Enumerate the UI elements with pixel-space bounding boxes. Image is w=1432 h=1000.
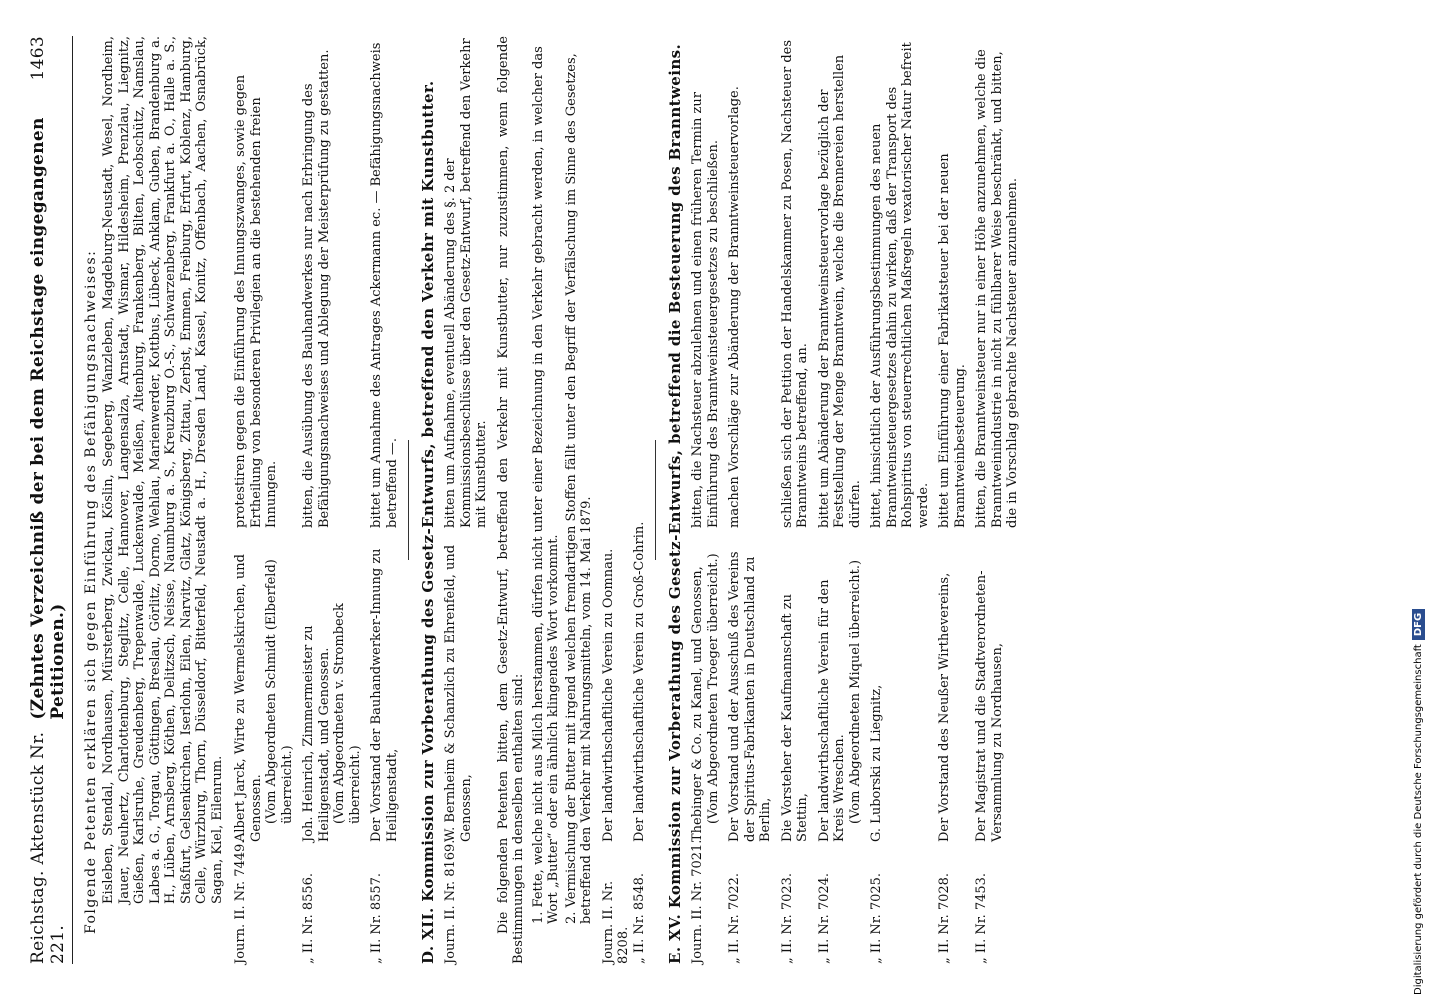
credit-text: Digitalisierung gefördert durch die Deutsche Forschungsgemeinschaft: [1413, 644, 1424, 995]
petitioner: Albert Jarck, Wirte zu Wermelskirchen, und Genossen. (Vom Abgeordneten Schmidt (Elberfeld) überreicht.): [233, 554, 295, 842]
petitioner: G. Luborski zu Liegnitz,: [869, 684, 884, 842]
journal-number: „ II. Nr. 8557.: [369, 872, 384, 964]
petition-entry: [601, 36, 632, 964]
divider: [408, 440, 409, 560]
page-number: 1463: [28, 36, 48, 81]
journal-number: „ II. Nr. 7453.: [974, 872, 989, 964]
dfg-logo: DFG: [1412, 609, 1425, 640]
petition-entry: [727, 36, 774, 964]
petition-entry: [974, 36, 1021, 964]
petition-entry: [690, 36, 721, 964]
list-item: 1. Fette, welche nicht aus Milch herstammen, dürfen nicht unter einer Bezeichnung in den Verkehr gebracht werden, in welcher das Wort „Butter“ oder ein ähnlich klingendes Wort vorkommt.: [530, 46, 561, 924]
petitioner: Der Vorstand und der Ausschuß des Vereins der Spiritus-Fabrikanten in Deutschland zu Berlin,: [727, 551, 773, 842]
journal-number: „ II. Nr. 7024.: [816, 872, 832, 964]
petitioner: Der landwirthschaftliche Verein zu Groß-Cohrin.: [631, 521, 647, 842]
section-heading-e: E. XV. Kommission zur Vorberathung des Gesetz-Entwurfs, betreffend die Besteuerung des Branntweins.: [666, 43, 684, 964]
header-left: Reichstag. Aktenstück Nr. 221.: [28, 731, 68, 964]
intro-line: Folgende Petenten erklären sich gegen Einführung des Befähigungsnachweises:: [83, 249, 99, 934]
petition-text: bittet, hinsichtlich der Ausführungsbestimmungen des neuen Branntweinsteuergesetzes dahin zu wirken, daß der Transport des Rohspiritus von steuerrechtlichen Maßregeln vexatorischer Natur befreit werde.: [869, 42, 931, 528]
petitioner: Der Magistrat und die Stadtverordneten-Versammlung zu Nordhausen,: [974, 570, 1005, 842]
journal-number: Journ. II. Nr. 7021.: [690, 839, 705, 964]
petition-text: bittet um Annahme des Antrages Ackermann ec. — Befähigungsnachweis betreffend —.: [369, 42, 400, 528]
paragraph: Die folgenden Petenten bitten, dem Gesetz-Entwurf, betreffend den Verkehr mit Kunstbutter, nur zuzustimmen, wenn folgende Bestimmungen in denselben enthalten sind:: [495, 36, 526, 964]
petitioner: Der Vorstand der Bauhandwerker-Innung zu Heiligenstadt,: [369, 548, 400, 842]
petitioner: Thebinger & Co. zu Kanel, und Genossen, (Vom Abgeordneten Troeger überreicht.): [690, 553, 721, 842]
journal-number: „ II. Nr. 8556.: [301, 872, 316, 964]
petition-entry: [632, 36, 648, 964]
petition-text: bitten, die Branntweinsteuer nur in einer Höhe anzunehmen, welche die Branntweinindustrie in nicht zu fühlbarer Weise beschränkt, und bitten, die in Vorschlag gebrachte Nachsteuer anzunehmen.: [974, 49, 1020, 528]
petitioner: Joh. Heinrich, Zimmermeister zu Heiligenstadt, und Genossen. (Vom Abgeordneten v. Strombeck überreicht.): [301, 603, 363, 842]
petition-text: bitten, die Nachsteuer abzulehnen und einen früheren Termin zur Einführung des Branntweinsteuergesetzes zu beschließen.: [690, 92, 721, 528]
journal-number: Journ. II. Nr. 7449.: [233, 839, 248, 964]
petition-text: bitten, die Ausübung des Bauhandwerkes nur nach Erbringung des Befähigungsnachweises und Ablegung der Meisterprüfung zu gestatten.: [301, 49, 332, 528]
journal-number: Journ. II. Nr. 8208.: [600, 880, 631, 964]
city-list: Eisleben, Stendal, Nordhausen, Mürsterberg, Zwickau, Köslin, Segeberg, Wanzleben, Magdeburg-Neustadt, Wesel, Nordheim, Jauer, Neuhertz, Charlottenburg, Steglitz, Celle, Hannover, Langensalza, Arnstadt, Wismar, Hildesheim, Prenzlau, Liegnitz, Gießen, Karlsruhe, Greudenberg, Trepenwalde, Luckenwalde, Meißen, Altenburg, Frankenberg, Bilten, Leobschütz, Namslau, Labes a. G., Torgau, Göttingen, Breslau, Görlitz, Dorno, Wehlau, Marienwerder, Kottbus, Lübeck, Anklam, Guben, Brandenburg a. H., Lüben, Arnsberg, Köthen, Delitzsch, Neisse, Naumburg a. S., Kreuzburg O.-S., Schwarzenberg, Frankfurt a. O., Halle a. S., Staßfurt, Gelsenkirchen, Iserlohn, Eilen, Narvitz, Glatz, Königsberg, Zittau, Zerbst, Emmen, Freiburg, Erfurt, Koblenz, Hamburg, Celle, Würzburg, Thorn, Düsseldorf, Bitterfeld, Neustadt a. H., Dresden Land, Kassel, Konitz, Offenbach, Aachen, Osnabrück, Sagan, Kiel, Eilenrum.: [101, 36, 225, 904]
header-title: (Zehntes Verzeichniß der bei dem Reichstage eingegangenen Petitionen.): [28, 117, 68, 720]
petitioner: Der landwirthschaftliche Verein für den Kreis Wreschen. (Vom Abgeordneten Miquel überreicht.): [816, 559, 863, 842]
petitioner: Der Vorstand des Neußer Wirthevereins,: [937, 572, 952, 842]
petition-entry: [780, 36, 811, 964]
page-header: [28, 36, 73, 964]
journal-number: „ II. Nr. 7022.: [727, 872, 742, 964]
journal-number: „ II. Nr. 7023.: [779, 872, 795, 964]
petition-entry: [233, 36, 295, 964]
petitioner: Der landwirthschaftliche Verein zu Oomnau.: [600, 548, 616, 842]
entries-a: [233, 36, 400, 964]
journal-number: „ II. Nr. 7028.: [937, 872, 952, 964]
petition-entry: [301, 36, 363, 964]
divider: [655, 440, 656, 560]
petition-text: protestiren gegen die Einführung des Innungszwanges, sowie gegen Ertheilung von besonderen Privilegien an die bestehenden freien Innungen.: [233, 74, 279, 528]
petition-entry: [817, 36, 864, 964]
petition-text: machen Vorschläge zur Abänderung der Branntweinsteuervorlage.: [727, 86, 742, 528]
journal-number: Journ. II. Nr. 8169.: [443, 839, 458, 964]
petition-entry: [869, 36, 931, 964]
conditions-list: [531, 36, 595, 924]
journal-number: „ II. Nr. 8548.: [631, 872, 647, 964]
petition-entry: [937, 36, 968, 964]
entries-e: [690, 36, 1021, 964]
petitioner: Die Vorsteher der Kaufmannschaft zu Stettin,: [779, 594, 810, 842]
petitioner: W. Bernheim & Schanzlich zu Ehrenfeld, und Genossen,: [443, 544, 474, 842]
petition-text: bittet um Abänderung der Branntweinsteuervorlage bezüglich der Feststellung der Menge Branntwein, welche die Brennereien herstellen dürfen.: [816, 54, 863, 528]
petition-entry: [369, 36, 400, 964]
petition-text: bitten um Aufnahme, eventuell Abänderung des §. 2 der Kommissionsbeschlüsse über den Gesetz-Entwurf, betreffend den Verkehr mit Kunstbutter.: [443, 38, 489, 528]
list-item: 2. Vermischung der Butter mit irgend welchen fremdartigen Stoffen fällt unter den Begriff der Verfälschung im Sinne des Gesetzes, betreffend den Verkehr mit Nahrungsmitteln, vom 14. Mai 1879.: [563, 53, 594, 924]
digitization-credit: [1412, 609, 1425, 995]
petition-text: bittet um Einführung einer Fabrikatsteuer bei der neuen Branntweinbesteuerung.: [937, 153, 968, 528]
section-heading-d: D. XII. Kommission zur Vorberathung des Gesetz-Entwurfs, betreffend den Verkehr mit Kunstbutter.: [419, 80, 437, 964]
petition-entry: [443, 36, 490, 964]
journal-number: „ II. Nr. 7025.: [869, 872, 884, 964]
petition-text: schließen sich der Petition der Handelskammer zu Posen, Nachsteuer des Branntweins betreffend, an.: [779, 39, 810, 528]
